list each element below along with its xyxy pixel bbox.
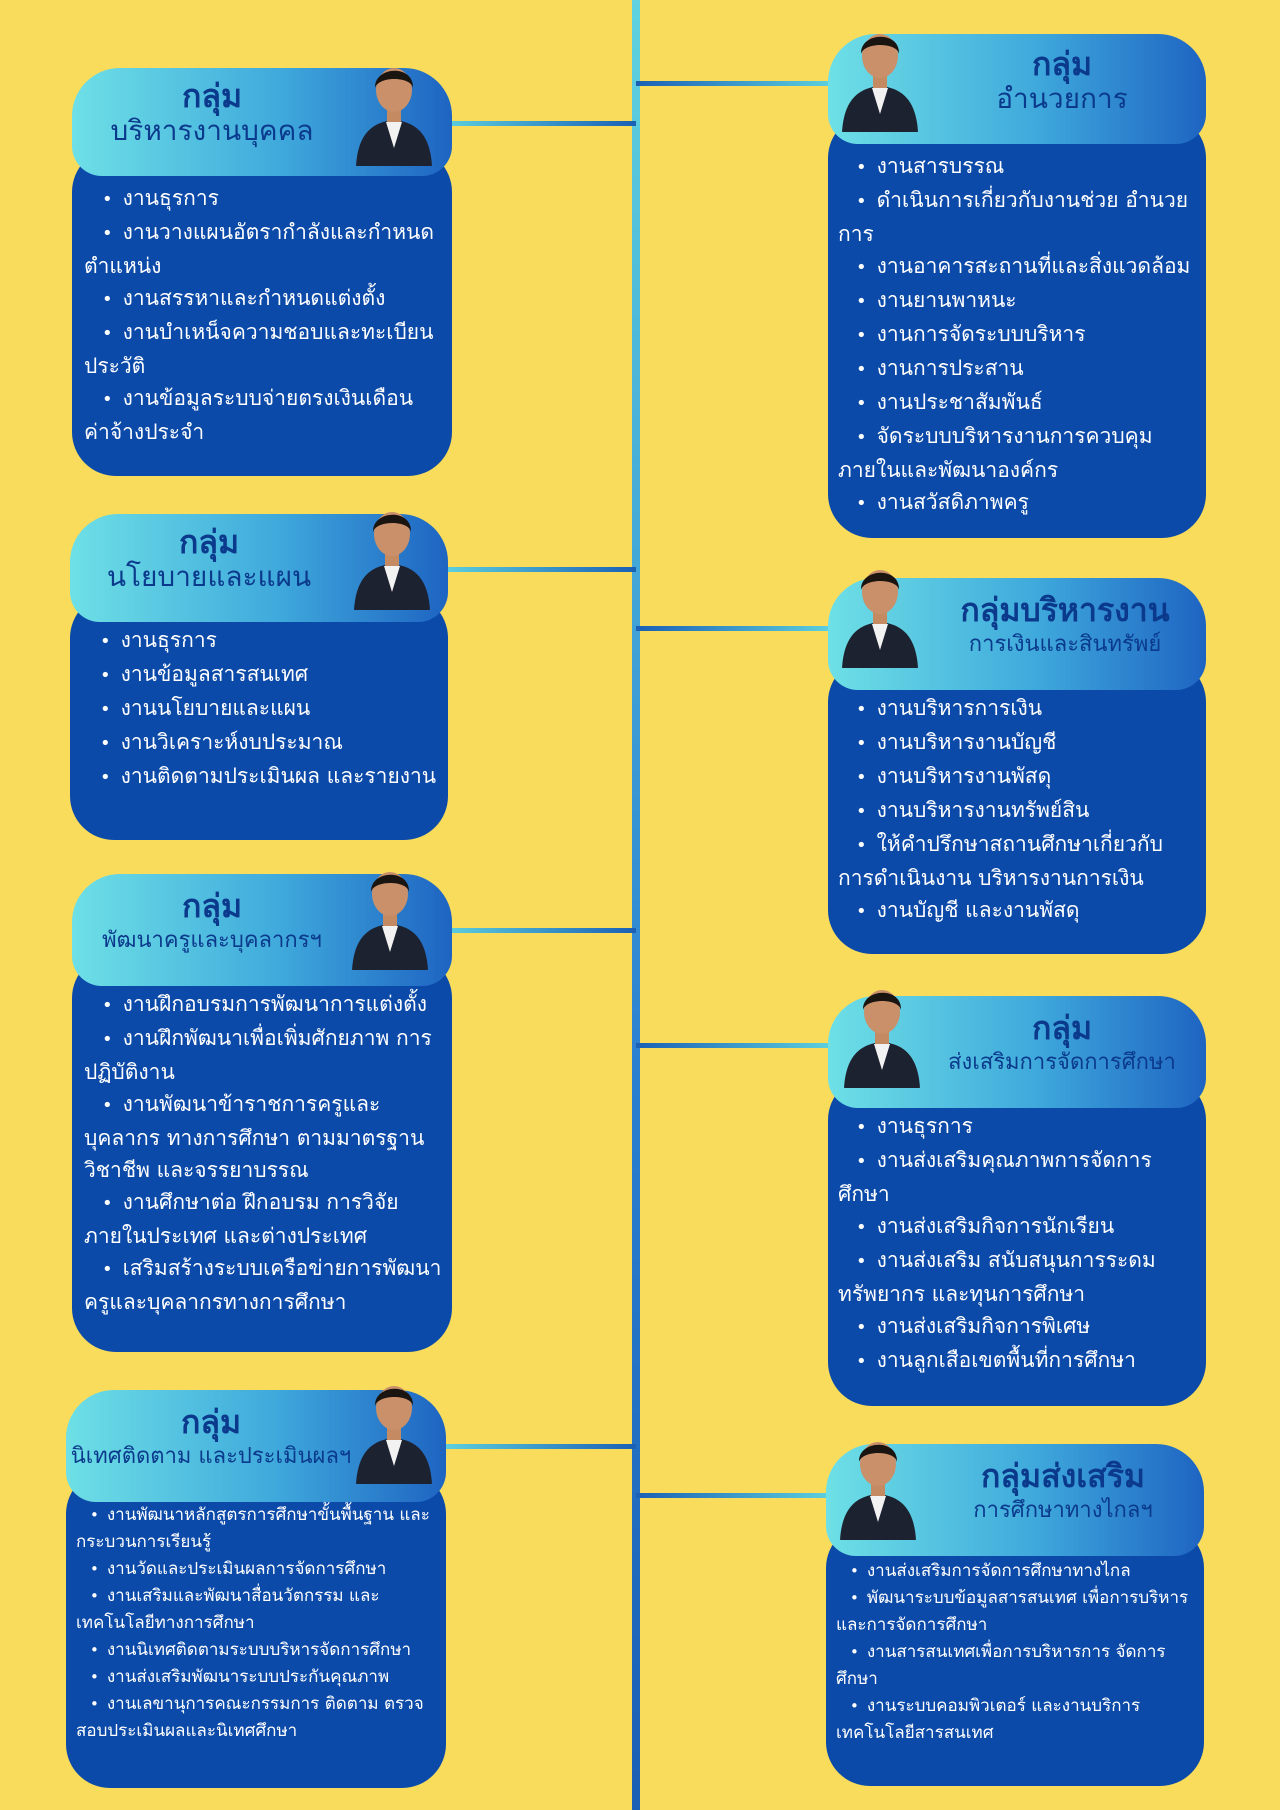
staff-photo	[346, 492, 438, 610]
task-item: • งานข้อมูลระบบจ่ายตรงเงินเดือน ค่าจ้างประจำ	[84, 386, 414, 444]
group-title-line1: กลุ่ม	[1031, 45, 1093, 83]
group-title-line1: กลุ่ม	[178, 523, 240, 561]
task-item: • งานข้อมูลสารสนเทศ	[100, 662, 309, 686]
task-item: • งานส่งเสริมกิจการพิเศษ	[856, 1314, 1091, 1338]
connector-admin	[636, 81, 836, 86]
group-teacher-development	[72, 874, 452, 1352]
connector-promotion	[636, 1043, 836, 1048]
group-title-line2: อำนวยการ	[996, 82, 1128, 115]
group-task-list	[828, 658, 1206, 954]
task-item: • งานบริหารงานทรัพย์สิน	[856, 798, 1090, 822]
task-item: • งานบริหารการเงิน	[856, 696, 1043, 720]
connector-teacher-dev	[440, 928, 636, 933]
task-item: • งานอาคารสะถานที่และสิ่งแวดล้อม	[856, 254, 1191, 278]
task-item: • งานลูกเสือเขตพื้นที่การศึกษา	[856, 1348, 1136, 1372]
task-item: • งานนโยบายและแผน	[100, 696, 311, 720]
task-item: • งานธุรการ	[100, 628, 217, 652]
group-title-line2: การเงินและสินทรัพย์	[968, 632, 1162, 657]
task-item: • พัฒนาระบบข้อมูลสารสนเทศ เพื่อการบริหารและการจัดการศึกษา	[836, 1588, 1189, 1635]
connector-distance	[636, 1493, 836, 1498]
connector-personnel	[440, 121, 636, 126]
group-title-line1: กลุ่ม	[1031, 1009, 1093, 1047]
group-finance-assets	[828, 578, 1206, 954]
task-item: • งานเสริมและพัฒนาสื่อนวัตกรรม และเทคโนโลยีทางการศึกษา	[76, 1586, 380, 1633]
task-item: • งานส่งเสริมพัฒนาระบบประกันคุณภาพ	[90, 1667, 390, 1687]
group-title-line1: กลุ่ม	[181, 887, 243, 925]
task-item: • งานสารสนเทศเพื่อการบริหารการ จัดการศึกษา	[836, 1642, 1166, 1689]
task-item: • งานวิเคราะห์งบประมาณ	[100, 730, 343, 754]
group-title-line2: บริหารงานบุคคล	[110, 114, 314, 147]
group-title-line2: พัฒนาครูและบุคลากรฯ	[102, 928, 322, 953]
staff-photo	[834, 550, 926, 668]
connector-policy	[440, 567, 636, 572]
task-item: • งานการประสาน	[856, 356, 1024, 380]
connector-supervision	[440, 1444, 636, 1449]
task-item: • งานบริหารงานบัญชี	[856, 730, 1057, 754]
task-item: • งานส่งเสริม สนับสนุนการระดม ทรัพยากร และทุนการศึกษา	[838, 1248, 1156, 1306]
connector-finance	[636, 626, 836, 631]
task-item: • งานส่งเสริมกิจการนักเรียน	[856, 1214, 1115, 1238]
group-policy-plan	[70, 514, 448, 840]
task-item: • งานพัฒนาหลักสูตรการศึกษาขั้นพื้นฐาน และกระบวนการเรียนรู้	[76, 1505, 430, 1552]
task-item: • งานพัฒนาข้าราชการครูและบุคลากร ทางการศึกษา ตามมาตรฐานวิชาชีพ และจรรยาบรรณ	[84, 1092, 425, 1182]
task-item: • งานประชาสัมพันธ์	[856, 390, 1043, 414]
task-item: • งานการจัดระบบบริหาร	[856, 322, 1086, 346]
group-task-list	[826, 1524, 1204, 1786]
task-item: • งานฝึกอบรมการพัฒนาการแต่งตั้ง	[102, 992, 427, 1016]
group-title-line1: กลุ่มบริหารงาน	[960, 591, 1170, 629]
task-item: • งานฝึกพัฒนาเพื่อเพิ่มศักยภาพ การปฏิบัติงาน	[84, 1026, 432, 1084]
task-item: • งานยานพาหนะ	[856, 288, 1017, 312]
task-item: • งานส่งเสริมการจัดการศึกษาทางไกล	[850, 1561, 1131, 1581]
task-item: • ให้คำปรึกษาสถานศึกษาเกี่ยวกับ การดำเนินงาน บริหารงานการเงิน	[838, 832, 1163, 890]
group-administration	[828, 34, 1206, 538]
group-title-line1: กลุ่ม	[181, 77, 243, 115]
group-task-list	[72, 148, 452, 476]
group-title-line2: ส่งเสริมการจัดการศึกษา	[948, 1050, 1176, 1075]
staff-photo	[836, 970, 928, 1088]
task-item: • งานธุรการ	[856, 1114, 973, 1138]
task-item: • จัดระบบบริหารงานการควบคุม ภายในและพัฒนาองค์กร	[838, 424, 1153, 482]
group-education-promotion	[828, 996, 1206, 1406]
task-item: • งานเลขานุการคณะกรรมการ ติดตาม ตรวจสอบประเมินผลและนิเทศศึกษา	[76, 1694, 424, 1741]
task-item: • ดำเนินการเกี่ยวกับงานช่วย อำนวยการ	[838, 188, 1189, 246]
group-task-list	[70, 594, 448, 840]
task-item: • งานสรรหาและกำหนดแต่งตั้ง	[102, 286, 386, 310]
staff-photo	[348, 48, 440, 166]
task-item: • งานบัญชี และงานพัสดุ	[856, 898, 1080, 922]
group-task-list	[72, 954, 452, 1352]
group-distance-education	[826, 1444, 1204, 1786]
group-supervision-evaluation	[66, 1390, 446, 1788]
task-item: • งานติดตามประเมินผล และรายงาน	[100, 764, 437, 788]
group-title-line2: การศึกษาทางไกลฯ	[973, 1498, 1153, 1523]
task-item: • งานบริหารงานพัสดุ	[856, 764, 1052, 788]
group-task-list	[828, 1076, 1206, 1406]
task-item: • เสริมสร้างระบบเครือข่ายการพัฒนา ครูและบุคลากรทางการศึกษา	[84, 1256, 442, 1314]
org-chart-spine	[632, 0, 640, 1810]
task-item: • งานวัดและประเมินผลการจัดการศึกษา	[90, 1559, 387, 1579]
staff-photo	[832, 1422, 924, 1540]
group-title-line1: กลุ่มส่งเสริม	[981, 1457, 1145, 1495]
group-title-line2: นิเทศติดตาม และประเมินผลฯ	[70, 1444, 352, 1469]
group-task-list	[66, 1470, 446, 1788]
task-item: • งานระบบคอมพิวเตอร์ และงานบริการ เทคโนโลยีสารสนเทศ	[836, 1696, 1141, 1743]
task-item: • งานบำเหน็จความชอบและทะเบียน ประวัติ	[84, 320, 434, 378]
group-task-list	[828, 114, 1206, 538]
staff-photo	[348, 1366, 440, 1484]
task-item: • งานวางแผนอัตรากำลังและกำหนด ตำแหน่ง	[84, 220, 435, 278]
task-item: • งานส่งเสริมคุณภาพการจัดการ ศึกษา	[838, 1148, 1152, 1206]
group-personnel	[72, 68, 452, 476]
task-item: • งานนิเทศติดตามระบบบริหารจัดการศึกษา	[90, 1640, 412, 1660]
group-title-line1: กลุ่ม	[180, 1403, 242, 1441]
group-title-line2: นโยบายและแผน	[106, 560, 312, 593]
task-item: • งานสวัสดิภาพครู	[856, 490, 1029, 514]
staff-photo	[834, 14, 926, 132]
task-item: • งานสารบรรณ	[856, 154, 1005, 178]
task-item: • งานธุรการ	[102, 186, 219, 210]
task-item: • งานศึกษาต่อ ฝึกอบรม การวิจัย ภายในประเทศ และต่างประเทศ	[84, 1190, 399, 1248]
staff-photo	[344, 852, 436, 970]
